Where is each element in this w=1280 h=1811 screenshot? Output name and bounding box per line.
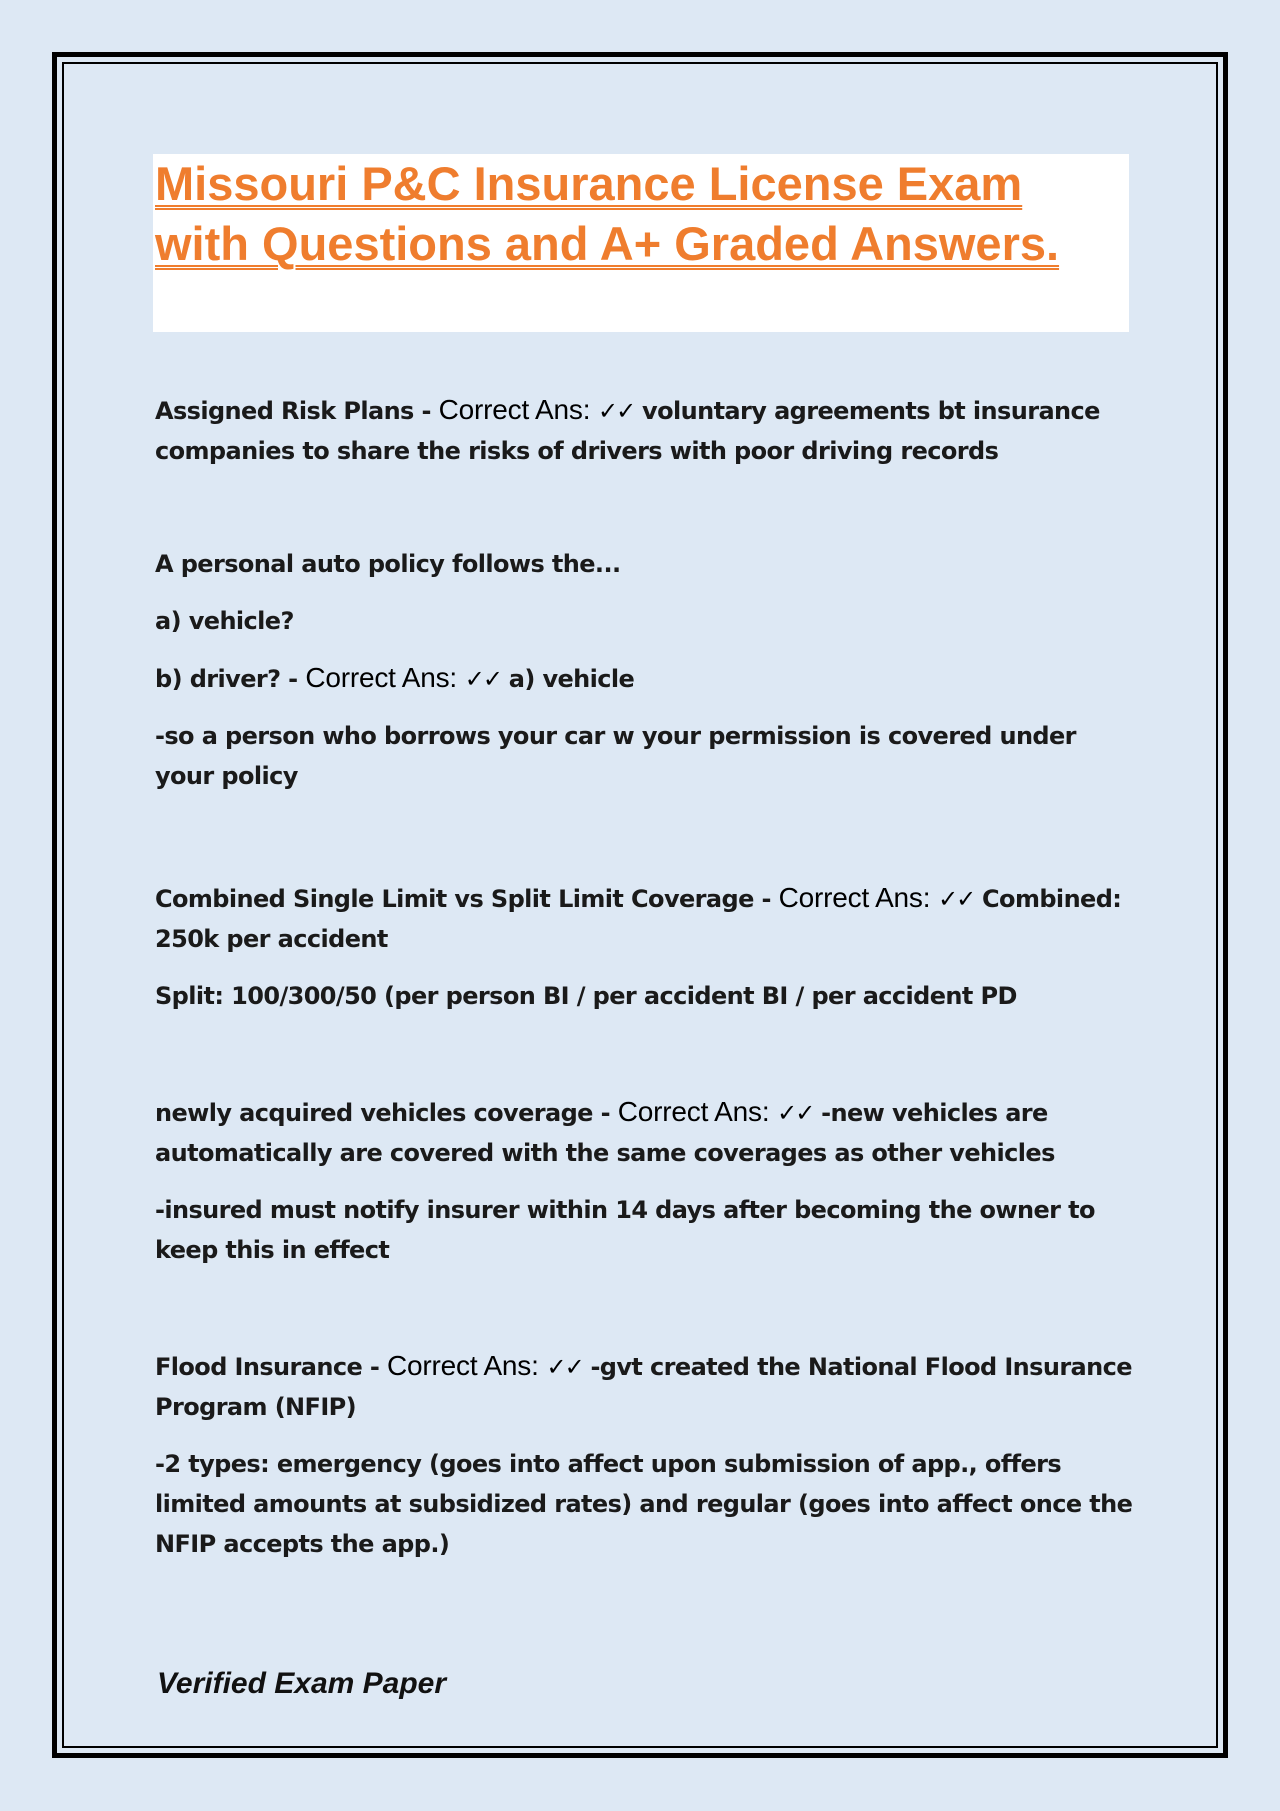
page-title: Missouri P&C Insurance License Exam with Questions and A+ Graded Answers. — [155, 157, 1060, 270]
qa-line — [155, 1092, 1135, 1173]
qa-answer: voluntary agreements bt insurance companies to share the risks of drivers with poor driving records — [155, 397, 1100, 465]
qa-item-assigned-risk — [155, 390, 1135, 471]
qa-item-combined-single-limit — [155, 878, 1135, 1016]
question-option: a) vehicle? — [155, 607, 294, 635]
answer-label: Correct Ans: — [387, 1350, 539, 1381]
check-marks-icon: ✓✓ — [464, 665, 501, 693]
qa-item-personal-auto — [155, 544, 1135, 796]
qa-item-newly-acquired — [155, 1092, 1135, 1270]
answer-label: Correct Ans: — [305, 662, 457, 693]
qa-term: Combined Single Limit vs Split Limit Coverage - — [155, 885, 771, 913]
title-box — [153, 154, 1129, 332]
qa-term: newly acquired vehicles coverage - — [155, 1099, 610, 1127]
qa-term: Flood Insurance - — [155, 1353, 380, 1381]
qa-answer: Combined: 250k per accident — [155, 885, 1122, 953]
qa-answer: a) vehicle — [508, 665, 635, 693]
check-marks-icon: ✓✓ — [546, 1353, 583, 1381]
footer-text: Verified Exam Paper — [157, 1667, 447, 1700]
qa-answer: -new vehicles are automatically are covered with the same coverages as other vehicles — [155, 1099, 1055, 1167]
check-marks-icon: ✓✓ — [777, 1099, 814, 1127]
question-line: A personal auto policy follows the... — [155, 550, 621, 578]
qa-line — [155, 878, 1135, 959]
qa-extra: -insured must notify insurer within 14 days after becoming the owner to keep this in effect — [155, 1196, 1095, 1264]
qa-line — [155, 1346, 1135, 1427]
qa-line — [155, 658, 1135, 699]
answer-label: Correct Ans: — [778, 882, 931, 913]
qa-extra: -2 types: emergency (goes into affect upon submission of app., offers limited amounts at subsidized rates) and regular (goes into affect once the NFIP accepts the app.) — [155, 1450, 1133, 1558]
qa-extra: -so a person who borrows your car w your permission is covered under your policy — [155, 722, 1076, 790]
qa-line — [155, 390, 1135, 471]
qa-term: b) driver? - — [155, 665, 298, 693]
qa-term: Assigned Risk Plans - — [155, 397, 431, 425]
check-marks-icon: ✓✓ — [938, 885, 975, 913]
qa-item-flood-insurance — [155, 1346, 1135, 1564]
check-marks-icon: ✓✓ — [598, 397, 635, 425]
answer-label: Correct Ans: — [438, 394, 591, 425]
qa-extra: Split: 100/300/50 (per person BI / per accident BI / per accident PD — [155, 982, 1017, 1010]
qa-answer: -gvt created the National Flood Insurance Program (NFIP) — [155, 1353, 1132, 1421]
answer-label: Correct Ans: — [617, 1096, 770, 1127]
